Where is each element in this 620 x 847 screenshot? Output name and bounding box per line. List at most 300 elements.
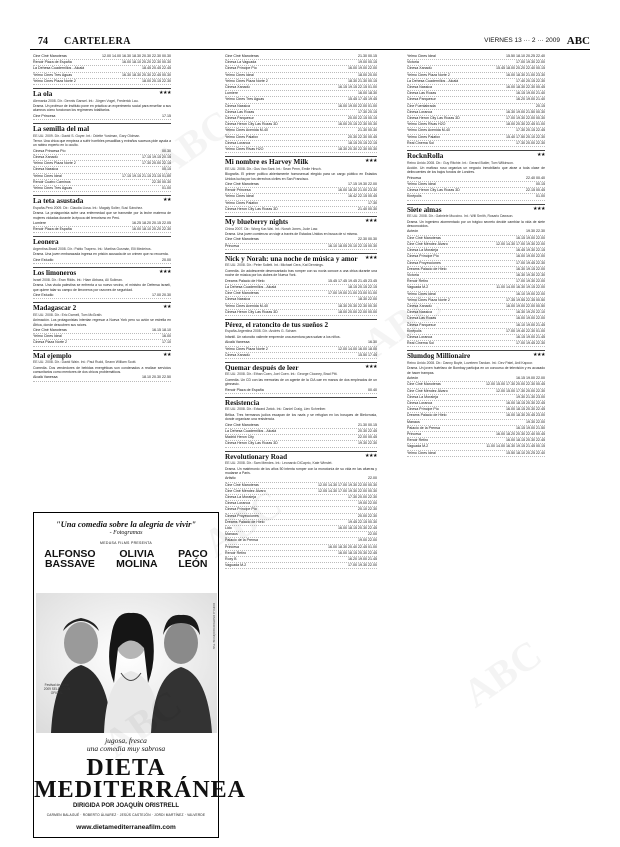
film-credits: EE.UU. 2008. Dir.: David Wain. Int.: Paul Rudd, Seann William Scott. — [33, 360, 137, 365]
showtimes: 18.00 20.30 22.45 01.00 — [506, 122, 545, 127]
film-credits: EE.UU. 2008. Dir.: Gabriele Muccino. Int.: Will Smith, Rosario Dawson. — [407, 214, 514, 219]
film-credits: Reino Unido 2008. Dir.: Danny Boyle, Loveleen Tandan. Int.: Dev Patel, Anil Kapoor. — [407, 360, 534, 365]
showtimes: 16.00 — [162, 334, 171, 339]
showtimes: 16.15 19.00 21.40 — [516, 91, 545, 96]
showtimes: 17.10 — [162, 340, 171, 345]
showtimes: 15.40 17.50 20.10 22.30 — [506, 134, 545, 139]
listings-column-3 — [407, 54, 545, 789]
cinema-name: Cinesa Heron City Las Rozas 3D — [225, 206, 278, 211]
showtimes: 20.10 22.30 — [358, 507, 377, 512]
cinema-name: Yelmo Cines Tres Aguas — [33, 186, 73, 191]
film-credits: EE.UU. 2008. Dir.: Gus Van Sant. Int.: Sean Penn, Emile Hirsch. — [225, 166, 322, 171]
showtimes: 15.50 18.10 20.25 22.40 — [506, 54, 545, 58]
cinema-name: Roxy B — [225, 557, 237, 562]
cinema-name: Renoir Plaza de España — [33, 227, 72, 232]
cinema-name: Victoria — [407, 272, 419, 277]
showtimes: 16.00 18.15 20.30 22.45 — [506, 438, 545, 443]
film-listing — [407, 204, 545, 348]
showtimes: 16.00 18.10 20.20 22.30 00.30 — [122, 60, 171, 65]
film-title[interactable]: La semilla del mal — [33, 123, 171, 134]
film-listing — [225, 397, 377, 448]
film-credits: Reino Unido 2008. Dir.: Guy Ritchie. Int.: Gerard Butler, Tom Wilkinson. — [407, 160, 514, 165]
film-synopsis: Drama. Un profesor de instituto pone en práctica un experimento social para enseñar a sus alumnos cómo funcionan los regímenes totalitarios. — [33, 104, 171, 113]
showtimes: 16.30 19.15 22.00 — [516, 266, 545, 271]
showtimes: 18.10 20.30 22.50 — [142, 375, 171, 380]
showtimes: 17.00 20.30 — [152, 292, 171, 297]
cinema-name: Cinesa Heron City Las Rozas 3D — [225, 309, 278, 314]
showtimes: 21.30 00.30 — [358, 128, 377, 133]
film-listing — [33, 88, 171, 120]
showtimes: 16.00 19.00 22.00 — [348, 66, 377, 71]
film-listing — [407, 350, 545, 456]
cinema-name: Cinesa Nassica — [407, 310, 432, 315]
rating-stars: ★★★ — [533, 206, 545, 212]
cinema-name: Cinesa Nassica — [225, 297, 250, 302]
showtimes: 17.00 19.30 22.00 00.30 — [506, 116, 545, 121]
cinema-name: Cinesa Loranca — [225, 140, 251, 145]
cinema-name: Renoir Plaza de España — [225, 387, 264, 392]
film-title[interactable]: Leonera — [33, 236, 171, 247]
ad-presenter: MEDUSA FILMS PRESENTA — [100, 541, 152, 545]
cinema-name: Yelmo Cines Palafox — [225, 200, 259, 205]
film-synopsis: Drama. Una joven embarazada ingresa en prisión acusada de un crimen que no recuerda. — [33, 252, 169, 257]
showtimes: 16.00 18.15 20.30 22.45 — [506, 400, 545, 405]
showtime-row — [33, 79, 171, 85]
showtimes: 19.30 22.00 — [526, 419, 545, 424]
film-title[interactable]: La teta asustada ★★ — [33, 197, 171, 206]
cinema-name: Cinesa Parquesur — [225, 116, 254, 121]
cinema-name: Yelmo Cines Plaza Norte 2 — [407, 297, 450, 302]
ad-tagline: "Una comedia sobre la alegría de vivir" — [55, 519, 197, 529]
film-title[interactable]: Mal ejemplo ★★ — [33, 351, 171, 360]
cinema-name: Cinesa Loranca — [407, 334, 433, 339]
film-listing — [407, 150, 545, 201]
cinema-name: La Dehesa Cuadernillos - Alcalá — [225, 284, 277, 289]
cinema-name: Cinesa La Vaguada — [225, 60, 257, 65]
cinema-name: Alcalá Vanessa — [225, 340, 250, 345]
cinema-name: Cinesa Xanadú — [33, 155, 58, 160]
showtimes: 16.00 19.00 22.00 — [516, 254, 545, 259]
showtimes: 16.00 18.15 20.30 22.45 — [338, 550, 377, 555]
film-synopsis: Animación. Los protagonistas intentan regresar a Nueva York pero su avión se estrella en África, donde descubren sus raíces. — [33, 318, 171, 327]
showtimes: 17.15 19.15 20.15 — [142, 155, 171, 160]
cinema-name: Cinesa Heron City Las Rozas 3D — [407, 188, 460, 193]
film-title[interactable]: Madagascar 2 ★★ — [33, 304, 171, 313]
film-credits: Alemania 2008. Dir.: Dennis Gansel. Int.: Jürgen Vogel, Frederick Lau. — [33, 98, 139, 103]
showtimes: 16.45 19.30 22.15 — [516, 248, 545, 253]
film-title[interactable]: RocknRolla ★★ — [407, 152, 545, 161]
film-synopsis: Bélica. Tres hermanos judíos escapan de los nazis y se refugian en los bosques de Bielorrusia, donde organizan una resistencia. — [225, 412, 377, 422]
cinema-name: Cine Ciné Manoteras — [225, 182, 259, 187]
cinema-name: Princesa — [407, 431, 421, 436]
festival-laurel: Festival de Berlín 2009 SELECCIÓN OFICIAL — [43, 683, 71, 695]
film-title[interactable]: Siete almas ★★★ — [407, 205, 545, 214]
film-listing — [33, 302, 171, 346]
showtime-row — [407, 194, 545, 200]
cinema-name: Cinesa Heron City Las Rozas 3D — [407, 116, 460, 121]
film-listing — [225, 253, 377, 316]
showtimes: 22.00 — [368, 532, 377, 537]
cinema-name: Cinesa Loranca — [407, 400, 433, 405]
cinema-name: Cine Ciné Méndez Álvaro — [407, 388, 448, 393]
cinema-name: Cinesa Las Rozas — [407, 316, 437, 321]
showtimes: 17.30 20.00 22.15 — [142, 161, 171, 166]
rating-stars: ★★ — [163, 198, 171, 204]
showtimes: 16.20 19.00 21.45 — [348, 557, 377, 562]
cinema-name: Dreams Palacio de Hielo — [225, 519, 265, 524]
cinema-name: Real Cinema Sol — [407, 140, 434, 145]
film-synopsis: Comedia. Un CD con las memorias de un agente de la CIA cae en manos de dos empleados de un gimnasio. — [225, 377, 377, 387]
showtimes: 15.45 18.00 20.20 22.40 00.15 — [496, 66, 545, 71]
showtimes: 16.00 18.30 21.00 23.30 — [338, 188, 377, 193]
ad-cast-list: CARMEN BALAGUÉ · ROBERTO ÁLVAREZ · JESÚS CASTEJÓN · JORDI MARTÍNEZ · VALVERDE — [46, 813, 206, 817]
showtimes: 18.30 20.30 22.30 00.30 — [338, 303, 377, 308]
film-synopsis: Drama. Una joven comienza un viaje a través de Estados Unidos en busca de sí misma. — [225, 232, 358, 237]
showtime-row — [225, 563, 377, 569]
showtimes: 20.15 — [536, 103, 545, 108]
showtimes: 11.00 14.00 16.30 19.15 22.00 — [496, 285, 545, 290]
cinema-name: Cinesa Parquesur — [407, 97, 436, 102]
film-title[interactable]: Resistencia — [225, 397, 377, 408]
showtime-row — [33, 186, 171, 192]
cinema-name: Cine Ciné Manoteras — [225, 291, 259, 296]
showtimes: 20.00 — [162, 257, 171, 262]
showtime-row — [225, 353, 377, 359]
showtimes: 18.45 20.45 22.45 — [142, 66, 171, 71]
page-header — [30, 36, 590, 50]
showtimes: 17.40 20.15 22.30 — [516, 78, 545, 83]
cinema-name: Yelmo Cines Rivas H2O — [225, 147, 264, 152]
showtimes: 18.30 21.30 00.15 — [348, 78, 377, 83]
cinema-name: Cinesa Príncipe Pío — [225, 507, 257, 512]
film-title[interactable]: Slumdog Millionaire ★★★ — [407, 352, 545, 361]
cinema-name: Yelmo Cines Palafox — [225, 134, 259, 139]
film-title[interactable]: Nick y Norah: una noche de música y amor ★★★ — [225, 254, 377, 263]
showtime-row — [33, 258, 171, 264]
cinema-name: Kinépolis — [407, 194, 422, 199]
film-credits: EE.UU. 2008. Dir.: Ethan Coen, Joel Coen. Int.: George Clooney, Brad Pitt. — [225, 372, 338, 377]
showtimes: 00.40 — [368, 387, 377, 392]
cinema-name: Cine Ciné Manoteras — [33, 54, 67, 58]
page-number: 74 — [38, 36, 48, 47]
cinema-name: Yelmo Cines Plaza Norte 2 — [33, 161, 76, 166]
cinema-name: Renoir Princesa — [225, 188, 251, 193]
showtimes: 22.30 00.30 — [152, 179, 171, 184]
showtimes: 20.30 22.30 00.45 — [348, 134, 377, 139]
cinema-name: Manaus — [225, 532, 238, 537]
showtime-row — [33, 227, 171, 233]
showtimes: 16.30 — [368, 340, 377, 345]
cinema-name: Cinesa Plaza Norte 2 — [33, 340, 67, 345]
film-listing — [225, 216, 377, 250]
showtime-row — [225, 244, 377, 250]
cinema-name: Lido — [225, 526, 232, 531]
showtimes: 15.50 18.10 20.25 22.40 — [506, 450, 545, 455]
cinema-name: Vaguada M-2 — [225, 563, 247, 568]
cinema-name: Cinesa Proyecciones — [407, 260, 441, 265]
cinema-name: Renoir Retiro — [407, 438, 429, 443]
ad-side-credit: CON LA PARTICIPACIÓN DE TVE — [212, 603, 216, 650]
showtime-row — [225, 207, 377, 213]
film-listing — [225, 451, 377, 570]
showtimes: 16.00 18.30 21.00 23.30 — [506, 72, 545, 77]
cinema-name: Renoir Retiro — [225, 550, 247, 555]
listings-column-1 — [33, 54, 171, 506]
cinema-name: Cinesa Príncipe Pío — [407, 254, 439, 259]
cinema-name: Princesa — [407, 175, 421, 180]
cinema-name: Alcalá Vanessa — [33, 375, 58, 380]
film-listing — [33, 350, 171, 382]
showtimes: 17.00 19.45 22.30 — [516, 260, 545, 265]
showtimes: 16.00 18.30 20.40 22.45 01.00 — [328, 544, 377, 549]
showtimes: 16.15 19.00 21.45 — [516, 334, 545, 339]
film-title[interactable]: Los limoneros ★★★ — [33, 269, 171, 278]
film-synopsis: Comedia. Dos vendedores de bebidas energéticas son condenados a realizar servicios comunitarios como mentores de dos chicos problemáticos. — [33, 365, 171, 374]
cinema-name: Yelmo Cines Avenida M-40 — [407, 128, 450, 133]
cinema-name: Cine Ciné Manoteras — [225, 54, 259, 58]
showtimes: 17.00 19.40 22.30 01.00 — [506, 328, 545, 333]
rating-stars: ★★ — [537, 153, 545, 159]
film-synopsis: Drama. Una viuda palestina se enfrenta a su nuevo vecino, el ministro de Defensa israelí, que quiere talar su campo de limoneros por razones de seguridad. — [33, 283, 171, 292]
film-credits: Argentina-Brasil 2008. Dir.: Pablo Trapero. Int.: Martina Gusmán, Elli Medeiros. — [33, 246, 152, 251]
showtimes: 16.30 19.30 22.30 — [516, 272, 545, 277]
cinema-name: Cinesa Príncipe Pío — [407, 407, 439, 412]
film-title[interactable]: La ola ★★★ — [33, 90, 171, 99]
film-title[interactable]: My blueberry nights ★★★ — [225, 218, 377, 227]
film-synopsis: Infantil. Un ratoncito valiente emprende una aventura para salvar a los niños. — [225, 334, 341, 339]
cinema-name: Cine Fuenlabrada — [407, 103, 436, 108]
cinema-name: Madrid Heron City — [225, 435, 254, 440]
film-title[interactable]: Mi nombre es Harvey Milk ★★★ — [225, 158, 377, 167]
rating-stars: ★★★ — [533, 353, 545, 359]
cinema-name: Real Cinema Sol — [407, 341, 434, 346]
cinema-name: Acteón — [407, 229, 419, 234]
showtimes: 16.00 18.30 20.45 23.00 — [506, 413, 545, 418]
actor-name: ALFONSO BASSAVE — [44, 548, 96, 570]
cinema-name: Yelmo Cines Ideal — [407, 450, 436, 455]
film-listing — [33, 54, 171, 85]
cinema-name: Cine Princesa — [33, 113, 56, 118]
showtimes: 16.15 19.00 22.00 — [516, 235, 545, 240]
rating-stars: ★★★ — [365, 453, 377, 459]
cinema-name: Kinépolis — [407, 328, 422, 333]
showtimes: 16.00 18.20 20.30 22.40 00.45 — [496, 431, 545, 436]
showtimes: 19.30 21.30 23.00 — [516, 394, 545, 399]
film-listing — [225, 362, 377, 394]
showtimes: 15.45 17.45 19.45 — [348, 97, 377, 102]
cinema-name: Yelmo Cines Ideal — [225, 72, 254, 77]
ad-actor-names — [34, 549, 218, 569]
film-listing — [33, 236, 171, 264]
cinema-name: Cine Estudio — [33, 257, 54, 262]
film-credits: España-Argentina 2008. Dir.: Andrés G. Schaer. — [225, 329, 297, 334]
cinema-name: Cine Estudio — [33, 292, 54, 297]
cinema-name: Cinesa Heron City Las Rozas 3D — [225, 441, 278, 446]
cinema-name: Yelmo Cines Tres Aguas — [33, 72, 73, 77]
showtimes: 17.00 19.30 22.00 — [516, 279, 545, 284]
cinema-name: Vaguada M-2 — [407, 444, 429, 449]
actor-name: PACO LEÓN — [178, 548, 208, 570]
showtimes: 01.00 — [162, 186, 171, 191]
showtimes: 16.00 19.00 22.00 — [516, 316, 545, 321]
showtimes: 18.00 20.15 22.30 — [142, 78, 171, 83]
showtimes: 17.15 19.15 21.15 23.15 01.00 — [122, 173, 171, 178]
showtime-row — [407, 451, 545, 457]
actor-name: OLIVIA MOLINA — [116, 548, 158, 570]
cinema-name: Cinesa Proyecciones — [225, 513, 259, 518]
showtimes: 00.15 — [536, 182, 545, 187]
film-listing — [33, 195, 171, 233]
film-credits: EE.UU. 2009. Dir.: David S. Goyer. Int.: Odette Yustman, Gary Oldman. — [33, 133, 141, 138]
showtime-row — [225, 310, 377, 316]
showtimes: 16.15 18.10 — [152, 327, 171, 332]
film-title[interactable]: Revolutionary Road ★★★ — [225, 452, 377, 461]
film-synopsis: Biografía. El primer político abiertamente homosexual elegido para un cargo público en Estados Unidos lucha por los derechos civiles en San Francisco. — [225, 172, 377, 181]
showtimes: 19.00 22.00 — [358, 538, 377, 543]
showtimes: 18.30 20.30 22.30 00.30 — [338, 147, 377, 152]
section-title: CARTELERA — [64, 36, 131, 47]
showtime-row — [33, 293, 171, 299]
cinema-name: Yelmo Cines Plaza Norte 2 — [33, 78, 76, 83]
showtimes: 11.00 14.00 16.30 19.15 21.45 00.15 — [486, 444, 545, 449]
showtimes: 18.00 20.00 — [358, 72, 377, 77]
newspaper-logo: ABC — [566, 35, 590, 47]
showtimes: 00.30 — [162, 148, 171, 153]
cinema-name: Cinesa Xanadú — [407, 303, 432, 308]
showtimes: 19.30 22.30 — [526, 229, 545, 234]
ad-movie-title: DIETA MEDITERRÁNEA — [34, 755, 247, 803]
showtimes: 17.30 — [368, 200, 377, 205]
cinema-name: Yelmo Cines Ideal — [407, 291, 436, 296]
showtimes: 17.30 20.00 22.30 — [348, 495, 377, 499]
film-title[interactable]: Quemar después de leer ★★★ — [225, 363, 377, 372]
showtimes: 21.30 00.15 — [358, 54, 377, 58]
film-credits: Israel 2008. Dir.: Eran Riklis. Int.: Hiam Abbass, Ali Suliman. — [33, 277, 123, 282]
showtime-row — [225, 147, 377, 153]
showtimes: 16.00 18.15 20.30 22.45 — [506, 407, 545, 412]
film-title[interactable]: Pérez, el ratoncito de tus sueños 2 — [225, 319, 377, 330]
film-synopsis: Acción. Un mafioso ruso organiza un negocio inmobiliario que atrae a toda clase de delincuentes de los bajos fondos de Londres. — [407, 166, 545, 175]
cinema-name: Yelmo Cines Rivas H2O — [407, 122, 446, 127]
showtimes: 18.15 20.15 22.15 — [348, 140, 377, 145]
film-listing — [225, 156, 377, 213]
showtimes: 16.00 19.00 22.00 01.00 — [338, 103, 377, 108]
showtimes: 19.30 22.30 — [358, 441, 377, 446]
showtimes: 17.30 20.15 22.45 — [516, 128, 545, 133]
cinema-name: Cinesa Parquesur — [407, 322, 436, 327]
cinema-name: Cinesa Nassica — [407, 85, 432, 90]
showtimes: 17.00 19.30 22.00 — [348, 563, 377, 568]
showtimes: 19.00 22.00 — [358, 501, 377, 506]
rating-stars: ★★★ — [365, 159, 377, 165]
film-credits: China 2007. Dir.: Wong Kar-Wai. Int.: Norah Jones, Jude Law. — [225, 226, 318, 231]
cinema-name: Acteón — [407, 376, 419, 381]
cinema-name: Dreams Palacio de Hielo — [407, 413, 447, 418]
cinema-name: Cinesa Heron City Las Rozas 3D — [225, 122, 278, 127]
showtimes: 17.35 19.55 22.35 00.50 — [506, 297, 545, 302]
showtimes: 17.30 20.00 22.30 — [516, 140, 545, 145]
cinema-name: Yelmo Cines Palafox — [407, 134, 441, 139]
film-synopsis: Terror. Una chica que empieza a sufrir horribles pesadillas y extraños sucesos pide ayuda a un rabino experto en lo oculto. — [33, 139, 171, 148]
cinema-name: La Dehesa Cuadernillos - Alcalá — [33, 66, 85, 71]
cinema-name: Cine Ciné Manoteras — [407, 382, 441, 387]
showtimes: 15.50 17.45 — [358, 352, 377, 357]
film-synopsis: Drama. Un joven huérfano de Bombay participa en un concurso de televisión y es acusado de hacer trampas. — [407, 366, 545, 375]
cinema-name: Princesa — [225, 243, 239, 248]
listings-column-2 — [225, 54, 377, 789]
showtimes: 16.15 19.15 22.15 01.00 — [338, 85, 377, 90]
showtimes: 18.30 22.00 — [358, 297, 377, 302]
rating-stars: ★★ — [163, 352, 171, 358]
film-listing — [407, 54, 545, 147]
showtimes: 19.00 00.15 — [358, 60, 377, 65]
cinema-name: Yelmo Cines Plaza Norte 2 — [225, 78, 268, 83]
film-synopsis: Drama. Un ingeniero atormentado por un trágico secreto decide cambiar la vida de siete desconocidos. — [407, 219, 545, 229]
rating-stars: ★★★ — [365, 219, 377, 225]
showtime-row — [407, 341, 545, 347]
cinema-name: Cinesa Loranca — [225, 501, 251, 506]
cinema-name: Cine Ciné Manoteras — [407, 235, 441, 240]
cinema-name: La Dehesa Cuadernillos - Alcalá — [407, 78, 459, 83]
showtimes: 20.30 22.45 — [358, 428, 377, 433]
showtime-row — [33, 375, 171, 381]
showtimes: 12.00 14.30 17.00 19.30 22.00 00.30 — [318, 482, 377, 487]
rating-stars: ★★★ — [159, 270, 171, 276]
cinema-name: Palacio de la Prensa — [407, 425, 440, 430]
rating-stars: ★★★ — [365, 255, 377, 261]
showtimes: 16.00 18.30 — [358, 91, 377, 96]
cinema-name: Cinesa Xanadú — [407, 66, 432, 71]
showtimes: 16.10 18.05 20.10 22.15 00.30 — [328, 243, 377, 248]
issue-date: VIERNES 13 ··· 2 ··· 2009 — [484, 37, 560, 44]
showtimes: 16.10 19.00 22.00 — [516, 291, 545, 296]
cinema-name: Cine Ciné Méndez Álvaro — [407, 241, 448, 246]
ad-website-link[interactable]: www.dietamediterraneafilm.com — [76, 824, 176, 831]
showtimes: 17.00 19.30 22.00 — [516, 60, 545, 65]
showtimes: 01.00 — [536, 194, 545, 199]
cinema-name: Lumiere — [225, 91, 238, 96]
cinema-name: Yelmo Cines Ideal — [33, 334, 62, 339]
ad-review-quote: jugosa, fresca una comedia muy sabrosa — [86, 736, 166, 753]
cinema-name: Yelmo Cines Plaza Norte 2 — [407, 72, 450, 77]
showtime-row — [225, 441, 377, 447]
showtimes: 19.45 22.15 00.30 — [348, 519, 377, 524]
showtimes: 16.00 18.10 20.20 22.30 — [132, 227, 171, 232]
showtimes: 16.00 19.00 22.00 00.50 — [506, 303, 545, 308]
showtimes: 21.30 00.15 — [358, 422, 377, 427]
showtimes: 16.25 18.20 20.15 22.05 — [132, 221, 171, 226]
cinema-name: Yelmo Cines Ideal — [225, 194, 254, 199]
showtimes: 16.15 19.00 22.00 — [516, 376, 545, 381]
cinema-name: Cinesa Nassica — [33, 167, 58, 172]
ad-quote-source: - Fotogramas — [109, 530, 143, 536]
cinema-name: Renoir Plaza de España — [33, 60, 72, 65]
film-credits: EE.UU. 2008. Dir.: Sam Mendes. Int.: Leonardo DiCaprio, Kate Winslet. — [225, 461, 333, 466]
showtime-row — [33, 114, 171, 120]
film-listing — [225, 319, 377, 359]
cinema-name: Vaguada M-2 — [407, 285, 429, 290]
showtimes: 12.05 14.30 17.00 19.30 22.00 00.30 — [318, 488, 377, 493]
cinema-name: La Dehesa Cuadernillos - Alcalá — [225, 428, 277, 433]
showtimes: 22.15 00.45 — [526, 188, 545, 193]
cinema-name: Cine Ciné Manoteras — [225, 422, 259, 427]
cinema-name: Palacio de la Prensa — [225, 538, 258, 543]
cinema-name: Cinesa Nassica — [225, 103, 250, 108]
showtimes: 12.00 15.00 17.30 20.00 22.30 — [496, 388, 545, 393]
showtimes: 22.00 — [368, 476, 377, 481]
showtimes: 18.15 20.15 22.15 — [348, 284, 377, 289]
cinema-name: Cinesa Xanadú — [225, 352, 250, 357]
